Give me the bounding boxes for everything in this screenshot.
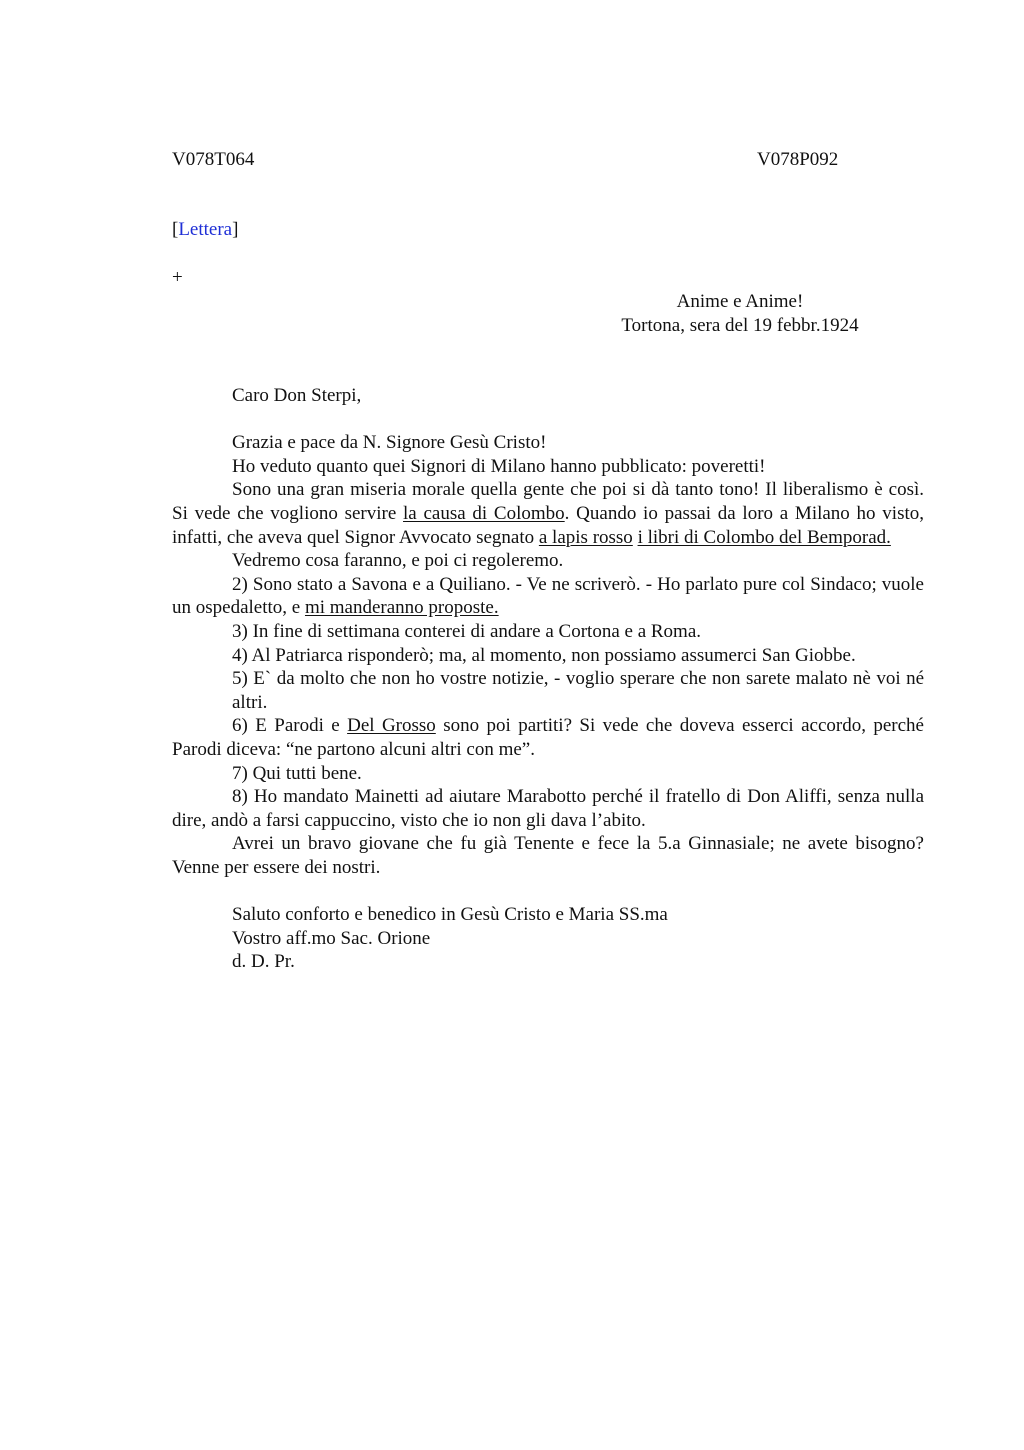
bracket-close: ] (232, 219, 239, 240)
cross-symbol: + (172, 267, 183, 288)
heading-motto: Anime e Anime! (676, 291, 804, 312)
salutation: Caro Don Sterpi, (232, 385, 362, 406)
closing-blessing: Saluto conforto e benedico in Gesù Cristo e Maria SS.ma (232, 904, 668, 926)
paragraph-vedremo: Vedremo cosa faranno, e poi ci regoleremo. (232, 550, 564, 572)
underlined-proposte: mi manderanno proposte. (304, 597, 499, 619)
letter-heading (600, 290, 880, 337)
paragraph-item-6: 6) E Parodi e Del Grosso sono poi partiti? Si vede che doveva esserci accordo, perché Parodi diceva: “ne partono alcuni altri con me”. (172, 715, 924, 760)
closing-signature: Vostro aff.mo Sac. Orione (232, 927, 431, 949)
paragraph-item-3: 3) In fine di settimana conterei di andare a Cortona e a Roma. (232, 620, 702, 642)
document-code-right: V078P092 (757, 149, 839, 170)
paragraph-milano: Ho veduto quanto quei Signori di Milano hanno pubblicato: poveretti! (232, 455, 766, 477)
paragraph-avrei: Avrei un bravo giovane che fu già Tenente e fece la 5.a Ginnasiale; ne avete bisogno? Venne per essere dei nostri. (172, 833, 924, 878)
underlined-del-grosso: Del Grosso (347, 715, 436, 737)
paragraph-item-7: 7) Qui tutti bene. (232, 762, 362, 784)
underlined-libri-colombo: i libri di Colombo del Bemporad. (637, 526, 891, 548)
lettera-link[interactable]: Lettera (178, 219, 233, 240)
document-code-left: V078T064 (172, 149, 255, 170)
paragraph-item-2: 2) Sono stato a Savona e a Quiliano. - Ve ne scriverò. - Ho parlato pure col Sindaco; vuole un ospedaletto, e mi manderanno proposte. (172, 573, 924, 619)
paragraph-greeting: Grazia e pace da N. Signore Gesù Cristo! (232, 432, 547, 454)
document-type-label (172, 218, 238, 242)
paragraph-item-4: 4) Al Patriarca risponderò; ma, al momento, non possiamo assumerci San Giobbe. (232, 644, 856, 666)
letter-body (172, 384, 924, 974)
paragraph-item-5: 5) E` da molto che non ho vostre notizie, - voglio sperare che non sarete malato nè voi né altri. (232, 668, 924, 713)
paragraph-item-8: 8) Ho mandato Mainetti ad aiutare Marabotto perché il fratello di Don Aliffi, senza nulla dire, andò a farsi cappuccino, visto che io non gli dava l’abito. (172, 786, 924, 831)
bracket-open: [ (172, 219, 179, 240)
closing-initials: d. D. Pr. (232, 951, 295, 973)
underlined-causa-colombo: la causa di Colombo (403, 502, 565, 524)
heading-place-date: Tortona, sera del 19 febbr.1924 (621, 314, 859, 336)
underlined-lapis-rosso: a lapis rosso (538, 526, 633, 548)
paragraph-liberalismo: Sono una gran miseria morale quella gente che poi si dà tanto tono! Il liberalismo è così. Si vede che vogliono servire la causa di Colombo. Quando io passai da loro a Milano ho visto, infatti, che aveva quel Signor Avvocato segnato a lapis rosso i libri di Colombo del Bemporad. (172, 479, 924, 548)
